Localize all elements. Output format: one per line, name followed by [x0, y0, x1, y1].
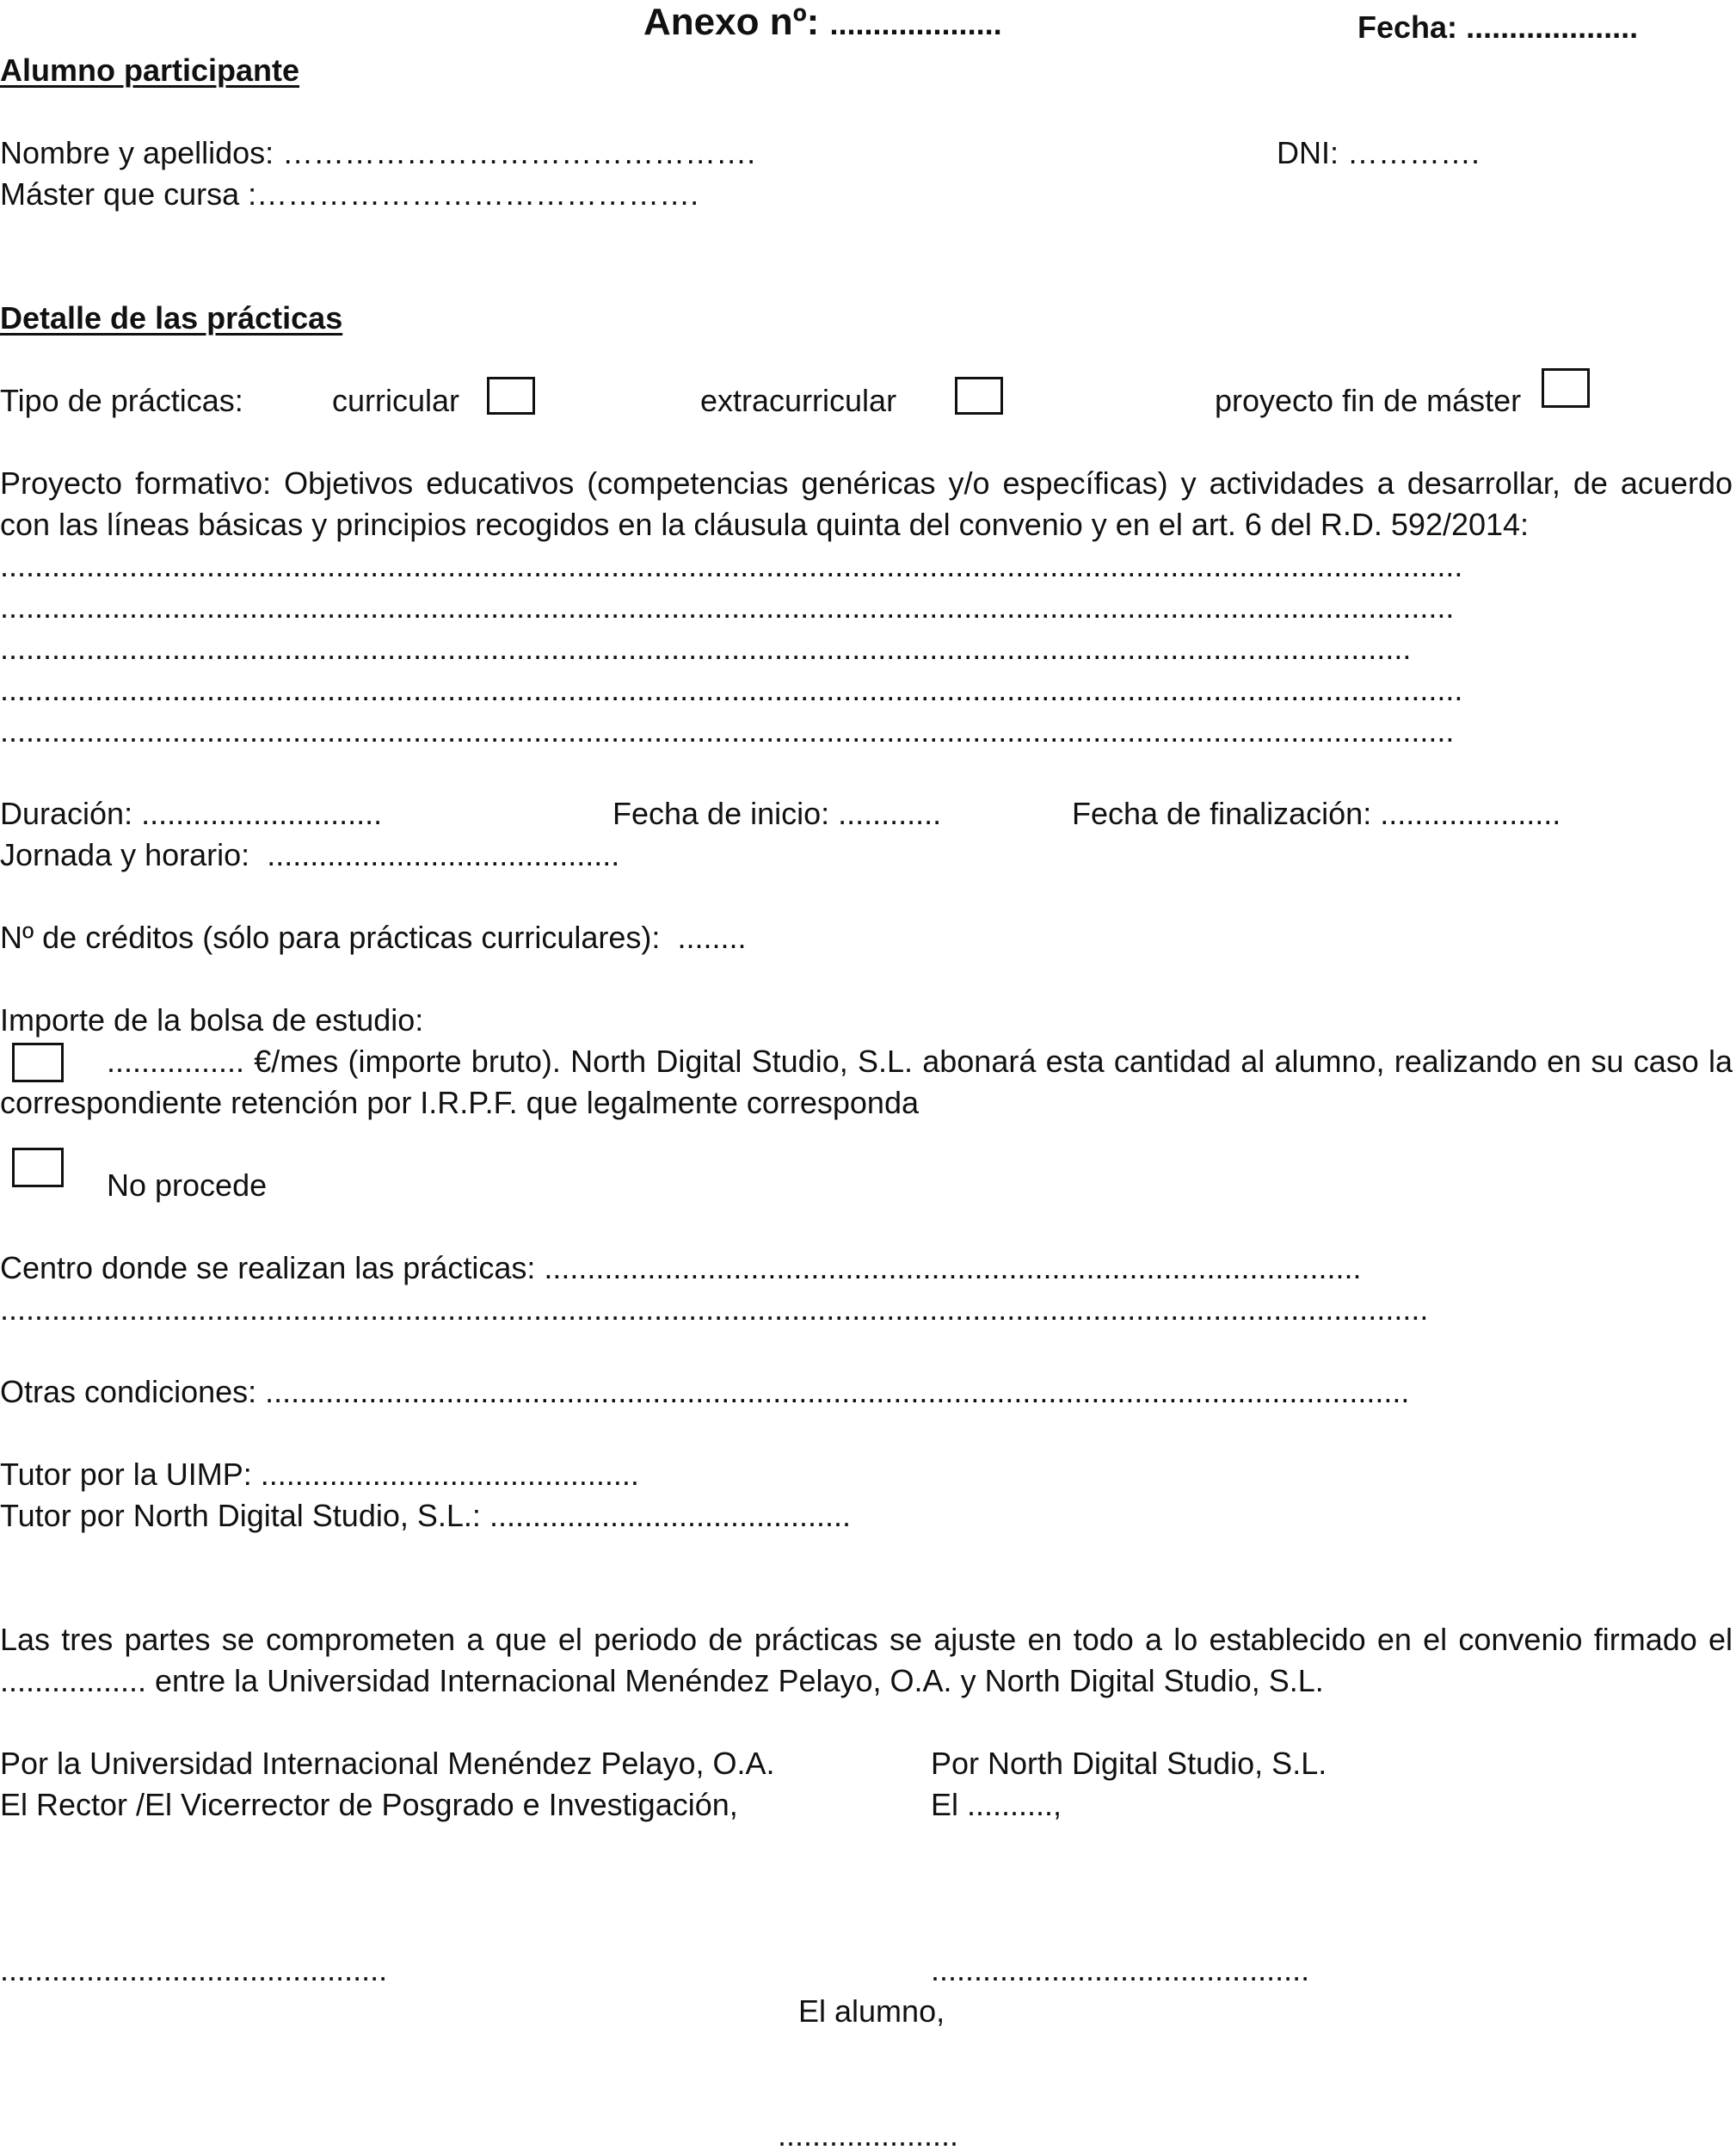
uimp-signatory-line-2: El Rector /El Vicerrector de Posgrado e Investigación, — [0, 1787, 738, 1822]
student-section-title: Alumno participante — [0, 52, 300, 88]
center-line-2[interactable]: ...................................................................................................................................................................... — [0, 1291, 1429, 1327]
type-extracurricular-checkbox[interactable] — [955, 377, 1003, 415]
grant-not-applicable-label: No procede — [107, 1167, 268, 1203]
company-signatory-line-2: El .........., — [931, 1787, 1062, 1822]
start-date-row — [613, 793, 941, 835]
type-curricular-checkbox[interactable] — [487, 377, 535, 415]
master-field[interactable]: ……………………………………. — [256, 176, 699, 212]
end-date-row — [1072, 793, 1561, 835]
credits-field[interactable]: ........ — [677, 920, 747, 955]
details-section-title: Detalle de las prácticas — [0, 300, 343, 336]
type-option-curricular-label: curricular — [332, 383, 460, 418]
schedule-field[interactable]: ......................................... — [267, 837, 620, 872]
credits-row — [0, 917, 746, 958]
end-date-label: Fecha de finalización: — [1072, 796, 1372, 831]
other-conditions-row — [0, 1371, 1409, 1413]
tutor-uimp-field[interactable]: ............................................ — [260, 1457, 639, 1492]
student-signature-line[interactable]: ..................... — [778, 2117, 959, 2153]
dni-label: DNI: — [1277, 135, 1339, 170]
date-heading — [1357, 7, 1638, 48]
center-row — [0, 1247, 1362, 1289]
tutor-uimp-row — [0, 1454, 639, 1495]
annex-label: Anexo nº: — [643, 1, 820, 43]
start-date-label: Fecha de inicio: — [613, 796, 830, 831]
other-conditions-field[interactable]: ..................................................................................................................................... — [265, 1374, 1410, 1409]
name-label: Nombre y apellidos: — [0, 135, 274, 170]
training-project-text: Proyecto formativo: Objetivos educativos (competencias genéricas y/o específicas) y actividades a desarrollar, de acuerdo con las líneas básicas y principios recogidos en la cláusula quinta del convenio y en el art. 6 del R.D. 592/2014: — [0, 465, 1733, 542]
dni-row — [1277, 132, 1480, 174]
commitment-text: Las tres partes se comprometen a que el periodo de prácticas se ajuste en todo a lo establecido en el convenio firmado el ................. entre la Universidad Internacional Menéndez Pelayo, O.A. y North Digital Studio, S.L. — [0, 1622, 1733, 1698]
dni-field[interactable]: …………. — [1347, 135, 1481, 170]
uimp-signature-line[interactable]: ............................................. — [0, 1952, 388, 1987]
project-line-1[interactable]: .......................................................................................................................................................................... — [0, 548, 1463, 583]
practice-type-label: Tipo de prácticas: — [0, 383, 243, 418]
project-line-2[interactable]: ......................................................................................................................................................................... — [0, 589, 1455, 625]
schedule-row — [0, 835, 619, 876]
name-field[interactable]: ………………………………………. — [282, 135, 756, 170]
date-value[interactable]: .................... — [1466, 9, 1639, 45]
grant-label: Importe de la bolsa de estudio: — [0, 1002, 424, 1038]
grant-amount-text: ................ €/mes (importe bruto). North Digital Studio, S.L. abonará esta cantidad al alumno, realizando en su caso la correspondiente retención por I.R.P.F. que legalmente corresponda — [0, 1044, 1733, 1120]
date-label: Fecha: — [1357, 9, 1458, 45]
tutor-company-label: Tutor por North Digital Studio, S.L.: — [0, 1498, 481, 1533]
type-final-project-checkbox[interactable] — [1542, 368, 1590, 408]
other-conditions-label: Otras condiciones: — [0, 1374, 257, 1409]
uimp-signatory-line-1: Por la Universidad Internacional Menéndez Pelayo, O.A. — [0, 1746, 775, 1781]
project-line-3[interactable]: .................................................................................................................................................................... — [0, 631, 1412, 666]
tutor-uimp-label: Tutor por la UIMP: — [0, 1457, 252, 1492]
center-label: Centro donde se realizan las prácticas: — [0, 1250, 536, 1285]
company-signature-line[interactable]: ............................................ — [931, 1952, 1310, 1987]
project-line-5[interactable]: ......................................................................................................................................................................... — [0, 713, 1455, 748]
company-signatory-line-1: Por North Digital Studio, S.L. — [931, 1746, 1327, 1781]
schedule-label: Jornada y horario: — [0, 837, 250, 872]
duration-label: Duración: — [0, 796, 133, 831]
project-line-4[interactable]: .......................................................................................................................................................................... — [0, 672, 1463, 707]
annex-heading — [643, 2, 1002, 45]
tutor-company-row — [0, 1495, 851, 1537]
grant-not-applicable-checkbox[interactable] — [12, 1148, 64, 1187]
start-date-field[interactable]: ............ — [838, 796, 942, 831]
name-row — [0, 132, 755, 174]
end-date-field[interactable]: ..................... — [1380, 796, 1561, 831]
master-label: Máster que cursa : — [0, 176, 257, 212]
duration-field[interactable]: ............................ — [141, 796, 383, 831]
type-option-extracurricular-label: extracurricular — [700, 383, 897, 418]
master-row — [0, 174, 699, 215]
type-option-final-project-label: proyecto fin de máster — [1215, 383, 1522, 418]
duration-row — [0, 793, 382, 835]
annex-value[interactable]: .................... — [829, 6, 1002, 41]
tutor-company-field[interactable]: .......................................... — [489, 1498, 852, 1533]
credits-label: Nº de créditos (sólo para prácticas curriculares): — [0, 920, 661, 955]
center-field[interactable]: ............................................................................................... — [544, 1250, 1362, 1285]
student-signatory-label: El alumno, — [798, 1993, 945, 2029]
